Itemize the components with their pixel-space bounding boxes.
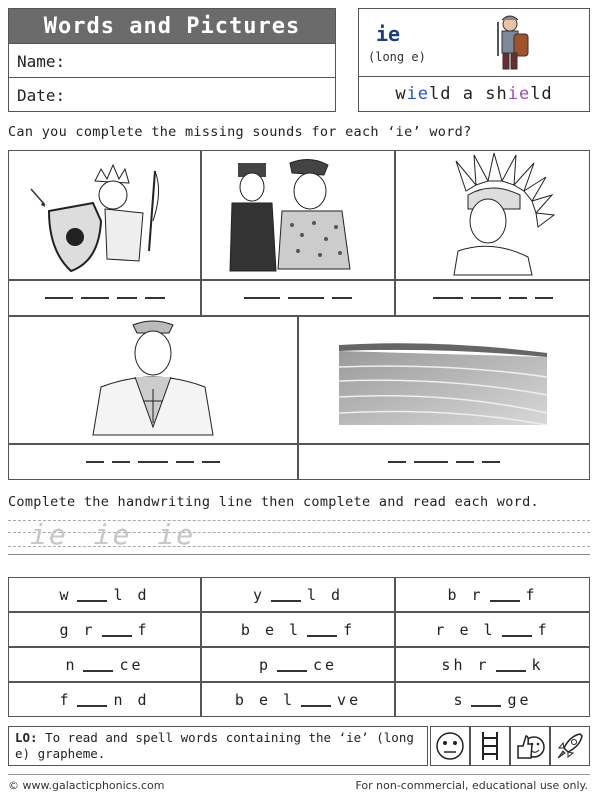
face-icon[interactable] — [430, 726, 470, 766]
word-cell[interactable]: b e l f — [201, 612, 395, 647]
word-cell[interactable]: g r f — [8, 612, 201, 647]
picture-cell — [8, 150, 201, 280]
answer-blanks[interactable] — [8, 280, 201, 316]
name-label: Name: — [17, 52, 66, 71]
question-2: Complete the handwriting line then complete and read each word. — [8, 494, 539, 510]
word-cell[interactable]: y l d — [201, 577, 395, 612]
date-label: Date: — [17, 86, 66, 105]
trace-letters: ie — [30, 518, 68, 551]
footer-rule — [8, 774, 590, 775]
footer-notice: For non-commercial, educational use only. — [355, 779, 588, 792]
date-field[interactable] — [8, 78, 336, 112]
picture-cell — [201, 150, 395, 280]
word-cell[interactable]: b r f — [395, 577, 590, 612]
lo-text: To read and spell words containing the ‘ie’ (long e) grapheme. — [15, 730, 414, 761]
question-1: Can you complete the missing sounds for each ‘ie’ word? — [8, 124, 472, 140]
thieves-icon — [202, 151, 394, 279]
divider — [358, 76, 590, 77]
handwriting-trace[interactable] — [30, 518, 195, 551]
grapheme: ie — [376, 22, 401, 46]
word-cell[interactable]: n ce — [8, 647, 201, 682]
picture-cell — [298, 316, 590, 444]
picture-cell — [8, 316, 298, 444]
word-cell[interactable]: b e l ve — [201, 682, 395, 717]
shield-icon — [9, 151, 200, 279]
word-cell[interactable]: f n d — [8, 682, 201, 717]
answer-blanks[interactable] — [8, 444, 298, 480]
answer-blanks[interactable] — [298, 444, 590, 480]
word-cell[interactable]: w l d — [8, 577, 201, 612]
field-icon — [299, 317, 589, 443]
word-cell[interactable]: p ce — [201, 647, 395, 682]
trace-letters: ie — [93, 518, 132, 551]
sound-type: (long e) — [368, 50, 426, 64]
thumbs-up-icon[interactable] — [510, 726, 550, 766]
knight-icon — [490, 12, 534, 74]
picture-cell — [395, 150, 590, 280]
trace-letters: ie — [157, 518, 196, 551]
word-cell[interactable]: r e l f — [395, 612, 590, 647]
answer-blanks[interactable] — [395, 280, 590, 316]
answer-blanks[interactable] — [201, 280, 395, 316]
base-line — [8, 554, 590, 555]
word-cell[interactable]: s ge — [395, 682, 590, 717]
learning-objective — [8, 726, 428, 766]
lo-label: LO: — [15, 730, 38, 745]
rocket-icon[interactable] — [550, 726, 590, 766]
chief-icon — [396, 151, 589, 279]
footer-website[interactable]: © www.galacticphonics.com — [8, 779, 165, 792]
name-field[interactable] — [8, 44, 336, 78]
word-cell[interactable]: sh r k — [395, 647, 590, 682]
worksheet-title: Words and Pictures — [8, 8, 336, 44]
example-phrase: wield a shield — [395, 84, 553, 104]
priest-icon — [9, 317, 297, 443]
ladder-icon[interactable] — [470, 726, 510, 766]
